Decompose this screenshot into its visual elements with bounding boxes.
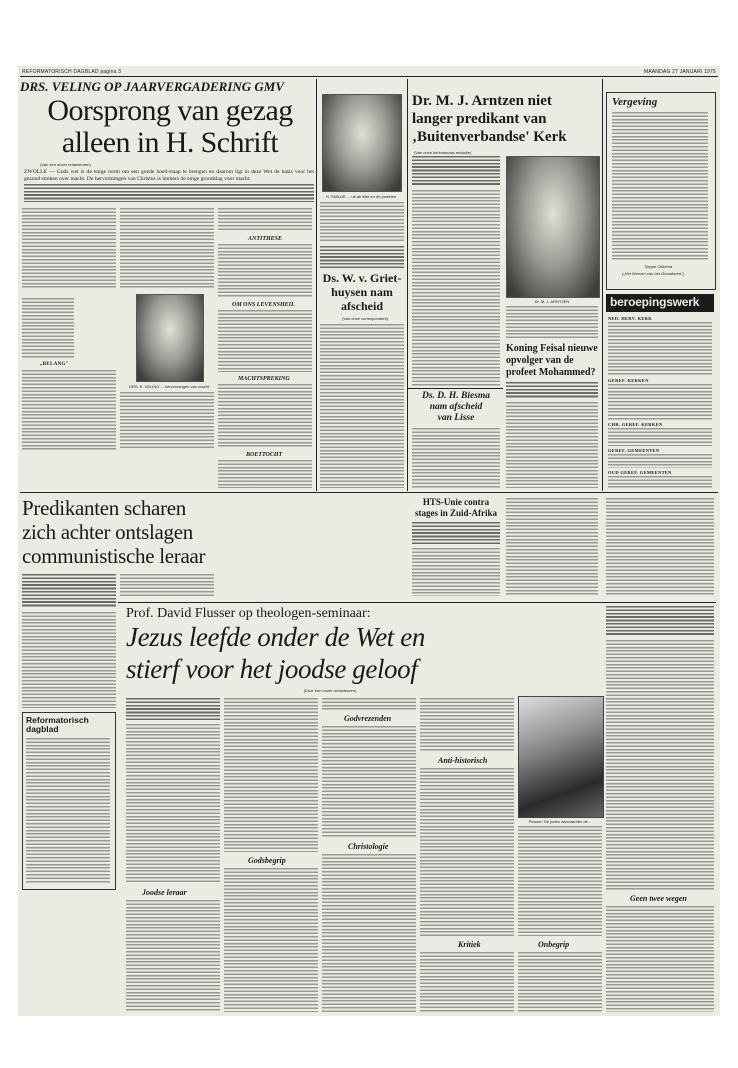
article1-headline-line2: alleen in H. Schrift <box>61 126 279 159</box>
arntzen-caption: Dr. M. J. ARNTZEN <box>534 299 570 304</box>
beroep-geref-text <box>608 384 712 420</box>
flusser-col1-a <box>126 724 220 884</box>
flusser-col3-a <box>322 726 416 838</box>
veling-portrait <box>136 294 204 382</box>
column-rule-3 <box>602 79 603 491</box>
griethuysen-headline-2: huysen nam <box>331 285 393 299</box>
biesma-text <box>412 428 500 488</box>
beroep-chr-geref-text <box>608 428 712 446</box>
smilde-text-b <box>320 246 404 268</box>
beroepingswerk-title: beroepingswerk <box>610 295 700 309</box>
article1-column2-top <box>120 208 214 288</box>
article4-headline-2: stierf voor het joodse geloof <box>126 654 418 684</box>
article1-subheading-antithese: ANTITHESE <box>248 236 283 242</box>
flusser-sub-godsbegrip: Godsbegrip <box>248 856 286 865</box>
article1-subheading-levensheil: OM ONS LEVENSHEIL <box>232 302 295 308</box>
article1-subheading-machtspreking: MACHTSPREKING <box>238 376 290 382</box>
beroep-section-herv: NED. HERV. KERK <box>608 316 653 321</box>
beroep-herv-text <box>608 322 712 376</box>
griethuysen-text <box>320 324 404 488</box>
biesma-headline-3: van Lisse <box>437 413 475 423</box>
flusser-sub-christologie: Christologie <box>348 842 389 851</box>
article3-column1 <box>22 612 116 708</box>
flusser-col4-a <box>420 698 514 752</box>
smilde-text-a <box>320 202 404 242</box>
feisal-headline-2: opvolger van de <box>506 355 574 366</box>
feisal-headline-1: Koning Feisal nieuwe <box>506 343 598 354</box>
column-rule-1 <box>316 79 317 491</box>
vergeving-source: („Het Werven van het Grondbeen") <box>622 271 684 276</box>
right-column-text-top <box>606 498 714 596</box>
article1-lead-continued <box>24 184 314 202</box>
colophon-title: Reformatorisch dagblad <box>26 715 89 734</box>
article1-column3-d <box>218 460 312 488</box>
hts-text-2 <box>506 498 598 596</box>
flusser-photo-caption: Flusser: De joden aanvaarden de... <box>528 819 592 824</box>
flusser-col4-c <box>420 952 514 1012</box>
smilde-caption: H. SMILDE ... uit de Wet en de profeten <box>325 194 397 199</box>
flusser-col2-b <box>224 868 318 1012</box>
arntzen-headline-2: langer predikant van <box>412 111 547 127</box>
article1-kicker: DRS. VELING OP JAARVERGADERING GMV <box>20 79 285 94</box>
flusser-sub-anti-historisch: Anti-historisch <box>438 756 488 765</box>
hts-headline-2: stages in Zuid-Afrika <box>414 508 497 518</box>
arntzen-headline-1: Dr. M. J. Arntzen niet <box>412 93 552 109</box>
vergeving-title: Vergeving <box>612 96 658 108</box>
flusser-sub-kritiek: Kritiek <box>458 940 481 949</box>
arntzen-column1 <box>412 190 500 386</box>
hts-headline-1: HTS-Unie contra <box>422 497 490 507</box>
flusser-col5-a <box>518 826 602 936</box>
article4-headline-1: Jezus leefde onder de Wet en <box>126 622 425 652</box>
article4-byline: (Door een onzer redacteuren) <box>303 688 357 693</box>
beroep-section-geref: GEREF. KERKEN <box>608 378 649 383</box>
article1-column3-c <box>218 384 312 448</box>
biesma-headline-2: nam afscheid <box>429 402 483 412</box>
article3-headline-2: zich achter ontslagen <box>22 520 193 544</box>
flusser-sub-onbegrip: Onbegrip <box>538 940 570 949</box>
article3-headline-3: communistische leraar <box>22 544 206 568</box>
flusser-sub-geen-twee-wegen: Geen twee wegen <box>630 894 687 903</box>
feisal-text <box>506 402 598 488</box>
article3-headline-1: Predikanten scharen <box>22 496 186 520</box>
beroep-section-chr-geref: CHR. GEREF. KERKEN <box>608 422 663 427</box>
column-rule-2 <box>407 79 408 491</box>
article3-lead <box>22 574 116 608</box>
article1-column3-a <box>218 244 312 298</box>
griethuysen-headline-3: afscheid <box>341 299 383 313</box>
griethuysen-headline-1: Ds. W. v. Griet- <box>322 271 402 285</box>
flusser-col4-b <box>420 768 514 936</box>
flusser-col1-lead <box>126 698 220 720</box>
article1-column1-bottom <box>22 370 116 450</box>
flusser-col6-a <box>606 640 714 890</box>
article1-column1-top <box>22 208 116 288</box>
arntzen-column2 <box>506 306 598 340</box>
flusser-col1-b <box>126 900 220 1012</box>
flusser-photo <box>518 696 604 818</box>
beroep-section-geref-gem: GEREF. GEMEENTEN <box>608 448 660 453</box>
masthead-right: MAANDAG 27 JANUARI 1975 <box>643 69 716 75</box>
article1-column2-bottom <box>120 392 214 450</box>
article1-column1-mid <box>22 298 74 358</box>
flusser-sub-joodse-leraar: Joodse leraar <box>142 888 187 897</box>
article4-kicker: Prof. David Flusser op theologen-seminaar: <box>126 606 371 621</box>
section-divider-2 <box>118 602 716 603</box>
arntzen-byline: (Van onze kerkrnieuws-redactie) <box>414 150 472 155</box>
flusser-sub-godvrezenden: Godvrezenden <box>344 714 392 723</box>
griethuysen-byline: (Van onze correspondent) <box>342 316 388 321</box>
hts-text <box>412 548 500 596</box>
vergeving-author: Tjeppe Okkema <box>644 264 673 269</box>
beroep-section-oud-geref: OUD GEREF. GEMEENTEN <box>608 470 672 475</box>
colophon-text <box>26 738 110 884</box>
flusser-col3-b <box>322 854 416 1012</box>
biesma-rule <box>408 388 503 389</box>
beroep-oud-geref-text <box>608 476 712 488</box>
masthead-rule <box>20 76 718 77</box>
article1-subheading-boettocht: BOETTOCHT <box>246 452 283 458</box>
masthead-left: REFORMATORISCH DAGBLAD pagina 3 <box>22 69 122 75</box>
arntzen-headline-3: ‚Buitenverbandse' Kerk <box>412 129 567 145</box>
section-divider-1 <box>20 492 718 493</box>
article1-column3-top <box>218 208 312 232</box>
article1-subheading-belang: „BELANG" <box>40 362 69 367</box>
feisal-lead <box>506 382 598 398</box>
vergeving-text <box>612 112 708 260</box>
article3-column2 <box>120 574 214 598</box>
flusser-col5-b <box>518 952 602 1012</box>
article1-column3-b <box>218 310 312 372</box>
article1-lead: ZWOLLE — Gods wet is de enige norm om een goede hoed-staap te brengen en daarom ligt in deze Wet de basis voor het gezond streken over macht. De hervormingen van Christus is immers de enige grondslag voor macht. <box>24 169 314 182</box>
veling-caption: DRS. K. VELING ... hervormingen van macht <box>129 384 209 389</box>
hts-lead <box>412 522 500 544</box>
flusser-col2-a <box>224 698 318 852</box>
smilde-portrait <box>322 94 402 192</box>
article1-byline: (Van een onzer redacteuren) <box>40 162 91 167</box>
article1-headline-line1: Oorsprong van gezag <box>47 94 293 127</box>
flusser-col6-lead <box>606 606 714 636</box>
flusser-col6-b <box>606 906 714 1012</box>
arntzen-portrait <box>506 156 600 298</box>
biesma-headline-1: Ds. D. H. Biesma <box>421 391 491 401</box>
arntzen-lead <box>412 156 500 186</box>
beroep-geref-gem-text <box>608 454 712 468</box>
feisal-headline-3: profeet Mohammed? <box>506 367 596 378</box>
newspaper-page <box>18 66 720 1016</box>
flusser-col3-lead <box>322 698 416 710</box>
